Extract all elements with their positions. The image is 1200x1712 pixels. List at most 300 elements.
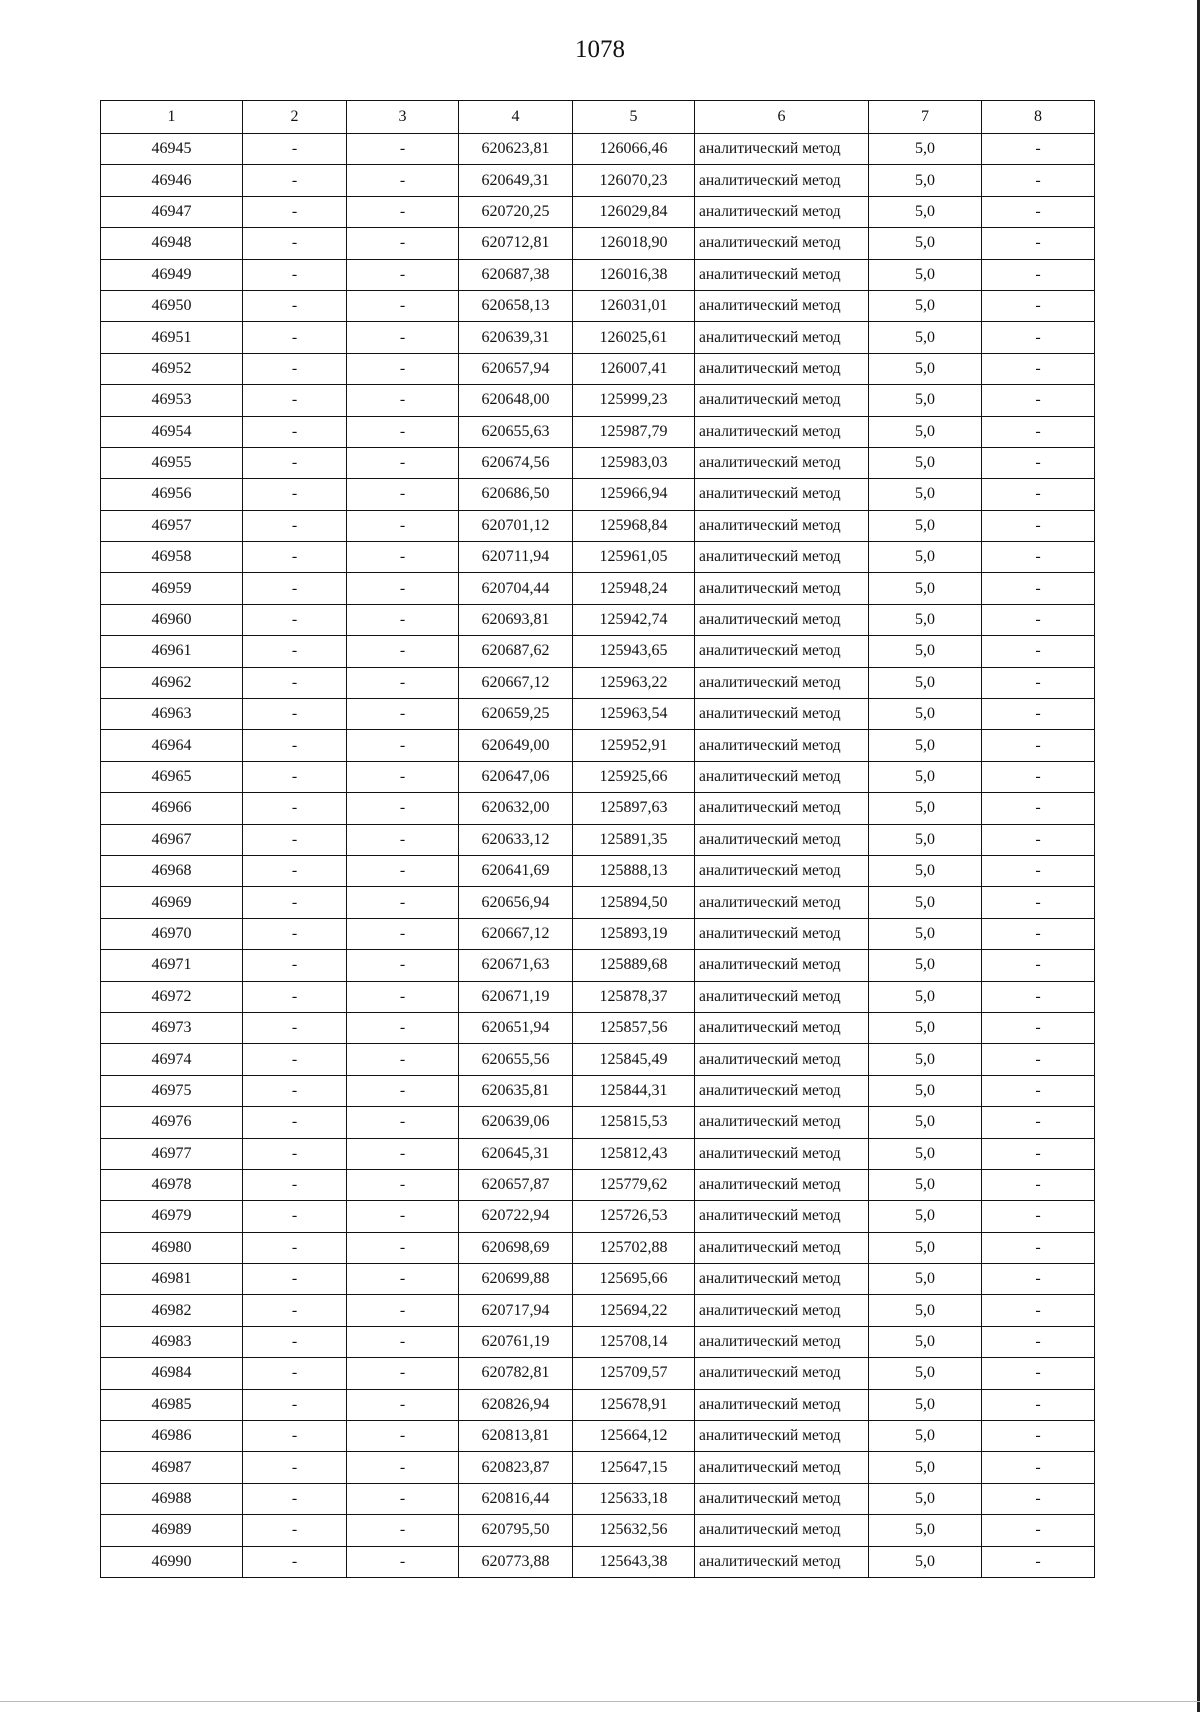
table-cell: 125893,19 [573,918,695,949]
table-cell: - [347,1107,459,1138]
table-cell: 5,0 [869,1326,982,1357]
table-cell: 126025,61 [573,322,695,353]
table-cell: 5,0 [869,1075,982,1106]
table-cell: 46965 [101,761,243,792]
table-cell: 46964 [101,730,243,761]
table-cell: 46973 [101,1012,243,1043]
table-cell: - [982,385,1095,416]
table-cell: 5,0 [869,447,982,478]
table-cell: - [243,1044,347,1075]
table-cell: аналитический метод [695,636,869,667]
table-cell: 620639,31 [459,322,573,353]
table-cell: 46977 [101,1138,243,1169]
table-cell: 125963,22 [573,667,695,698]
table-cell: - [347,824,459,855]
table-cell: - [982,1012,1095,1043]
table-cell: 46956 [101,479,243,510]
table-cell: 125779,62 [573,1169,695,1200]
table-cell: 125943,65 [573,636,695,667]
table-cell: 46970 [101,918,243,949]
table-cell: 620657,87 [459,1169,573,1200]
table-row [101,510,1095,541]
table-cell: - [982,573,1095,604]
table-cell: - [347,636,459,667]
table-cell: 125999,23 [573,385,695,416]
table-cell: - [243,950,347,981]
table-row [101,1515,1095,1546]
table-cell: 620657,94 [459,353,573,384]
table-cell: - [243,1295,347,1326]
table-cell: 46962 [101,667,243,698]
table-cell: аналитический метод [695,1107,869,1138]
table-cell: - [347,196,459,227]
table-cell: 620761,19 [459,1326,573,1357]
table-cell: 620826,94 [459,1389,573,1420]
table-cell: - [347,1483,459,1514]
table-cell: 5,0 [869,824,982,855]
table-cell: аналитический метод [695,416,869,447]
table-cell: аналитический метод [695,353,869,384]
table-cell: 46953 [101,385,243,416]
table-cell: 5,0 [869,1264,982,1295]
table-cell: - [243,1546,347,1577]
table-cell: - [347,134,459,165]
table-cell: - [243,1515,347,1546]
table-cell: - [347,385,459,416]
table-cell: - [982,1264,1095,1295]
table-cell: 620649,00 [459,730,573,761]
table-row [101,981,1095,1012]
table-cell: 46969 [101,887,243,918]
table-cell: 5,0 [869,636,982,667]
table-row [101,1389,1095,1420]
table-cell: 126029,84 [573,196,695,227]
table-cell: 620667,12 [459,918,573,949]
table-cell: - [243,479,347,510]
table-cell: 620674,56 [459,447,573,478]
table-cell: 620720,25 [459,196,573,227]
table-cell: - [347,353,459,384]
table-cell: 620671,63 [459,950,573,981]
table-cell: - [347,1515,459,1546]
table-cell: - [347,1326,459,1357]
table-cell: - [982,542,1095,573]
table-cell: - [347,416,459,447]
table-cell: аналитический метод [695,1326,869,1357]
table-row [101,165,1095,196]
table-cell: - [347,1421,459,1452]
table-cell: 620639,06 [459,1107,573,1138]
column-header-5: 5 [573,101,695,134]
table-cell: - [982,636,1095,667]
table-cell: 5,0 [869,165,982,196]
table-cell: - [243,793,347,824]
table-cell: 125878,37 [573,981,695,1012]
table-cell: 5,0 [869,1232,982,1263]
table-cell: 125632,56 [573,1515,695,1546]
table-cell: 46946 [101,165,243,196]
table-cell: - [347,290,459,321]
table-cell: аналитический метод [695,259,869,290]
table-cell: 620655,63 [459,416,573,447]
table-cell: 46972 [101,981,243,1012]
table-cell: - [982,730,1095,761]
table-cell: - [982,855,1095,886]
table-cell: 5,0 [869,479,982,510]
table-cell: аналитический метод [695,793,869,824]
table-cell: - [243,636,347,667]
table-cell: 5,0 [869,1546,982,1577]
table-cell: - [243,1358,347,1389]
table-cell: 620623,81 [459,134,573,165]
table-cell: - [982,416,1095,447]
table-cell: - [982,918,1095,949]
table-cell: 46988 [101,1483,243,1514]
table-cell: аналитический метод [695,1232,869,1263]
table-cell: аналитический метод [695,385,869,416]
table-cell: - [347,165,459,196]
table-cell: 125633,18 [573,1483,695,1514]
page-number: 1078 [575,36,625,63]
table-row [101,416,1095,447]
table-cell: аналитический метод [695,1201,869,1232]
table-cell: 620795,50 [459,1515,573,1546]
table-cell: 5,0 [869,322,982,353]
table-row [101,1295,1095,1326]
table-cell: - [243,259,347,290]
table-cell: 125643,38 [573,1546,695,1577]
table-cell: - [243,196,347,227]
table-cell: - [243,1483,347,1514]
table-cell: 620667,12 [459,667,573,698]
table-cell: 620659,25 [459,699,573,730]
table-row [101,1358,1095,1389]
table-row [101,1138,1095,1169]
table-cell: - [982,981,1095,1012]
table-cell: - [243,322,347,353]
table-row [101,228,1095,259]
table-cell: 620686,50 [459,479,573,510]
table-cell: 620648,00 [459,385,573,416]
table-cell: 46978 [101,1169,243,1200]
table-cell: - [243,730,347,761]
table-cell: - [347,479,459,510]
table-cell: 46961 [101,636,243,667]
table-cell: 5,0 [869,950,982,981]
table-cell: - [243,1138,347,1169]
table-cell: 620658,13 [459,290,573,321]
table-cell: аналитический метод [695,1515,869,1546]
table-cell: 125678,91 [573,1389,695,1420]
table-cell: аналитический метод [695,573,869,604]
table-row [101,1169,1095,1200]
table-row [101,950,1095,981]
table-cell: 46984 [101,1358,243,1389]
table-cell: 5,0 [869,1295,982,1326]
table-cell: 620632,00 [459,793,573,824]
table-cell: - [982,1358,1095,1389]
table-cell: - [243,1201,347,1232]
table-cell: 125952,91 [573,730,695,761]
table-cell: 125891,35 [573,824,695,855]
table-row [101,1483,1095,1514]
table-cell: - [982,1107,1095,1138]
table-cell: 46976 [101,1107,243,1138]
table-cell: 46945 [101,134,243,165]
table-cell: 125857,56 [573,1012,695,1043]
table-cell: - [243,1012,347,1043]
table-cell: - [243,165,347,196]
table-cell: 125815,53 [573,1107,695,1138]
table-cell: 125664,12 [573,1421,695,1452]
column-header-4: 4 [459,101,573,134]
table-cell: 5,0 [869,353,982,384]
column-header-2: 2 [243,101,347,134]
table-row [101,604,1095,635]
table-cell: - [243,510,347,541]
table-cell: 46952 [101,353,243,384]
table-cell: 125694,22 [573,1295,695,1326]
table-cell: 5,0 [869,887,982,918]
table-cell: аналитический метод [695,196,869,227]
table-cell: 125889,68 [573,950,695,981]
table-cell: - [347,542,459,573]
table-cell: 620671,19 [459,981,573,1012]
table-cell: - [347,1169,459,1200]
table-cell: 620717,94 [459,1295,573,1326]
table-cell: - [243,290,347,321]
header-row [101,101,1095,134]
table-cell: 46971 [101,950,243,981]
table-cell: 620645,31 [459,1138,573,1169]
table-row [101,824,1095,855]
table-cell: - [982,1452,1095,1483]
table-cell: 125987,79 [573,416,695,447]
table-cell: 5,0 [869,573,982,604]
table-cell: 620649,31 [459,165,573,196]
table-cell: аналитический метод [695,918,869,949]
table-cell: - [347,573,459,604]
table-row [101,1264,1095,1295]
table-cell: аналитический метод [695,1075,869,1106]
table-cell: - [347,1012,459,1043]
table-cell: - [982,290,1095,321]
table-cell: 5,0 [869,1483,982,1514]
table-cell: 620656,94 [459,887,573,918]
table-cell: 126007,41 [573,353,695,384]
table-cell: 620647,06 [459,761,573,792]
table-cell: 620773,88 [459,1546,573,1577]
table-cell: - [347,1232,459,1263]
table-cell: 125726,53 [573,1201,695,1232]
table-cell: 5,0 [869,1169,982,1200]
table-cell: - [347,1138,459,1169]
table-cell: - [982,1169,1095,1200]
table-cell: 46966 [101,793,243,824]
table-cell: аналитический метод [695,1389,869,1420]
table-cell: 125961,05 [573,542,695,573]
table-cell: 620712,81 [459,228,573,259]
table-cell: аналитический метод [695,950,869,981]
table-cell: 620655,56 [459,1044,573,1075]
table-cell: - [347,855,459,886]
table-cell: - [243,1169,347,1200]
table-cell: 5,0 [869,918,982,949]
table-cell: 5,0 [869,1358,982,1389]
table-cell: 46954 [101,416,243,447]
table-cell: - [347,730,459,761]
table-cell: - [243,824,347,855]
table-cell: - [982,134,1095,165]
table-cell: 620816,44 [459,1483,573,1514]
table-row [101,385,1095,416]
table-cell: 5,0 [869,1389,982,1420]
table-cell: 125968,84 [573,510,695,541]
column-header-8: 8 [982,101,1095,134]
table-cell: - [243,761,347,792]
table-cell: 620711,94 [459,542,573,573]
table-cell: - [347,1358,459,1389]
table-row [101,1044,1095,1075]
table-cell: 620651,94 [459,1012,573,1043]
table-cell: 46989 [101,1515,243,1546]
table-row [101,667,1095,698]
table-cell: - [347,1546,459,1577]
table-cell: 5,0 [869,761,982,792]
table-cell: - [243,1075,347,1106]
table-cell: аналитический метод [695,761,869,792]
table-cell: - [243,1264,347,1295]
table-cell: 126018,90 [573,228,695,259]
table-cell: 5,0 [869,228,982,259]
table-cell: - [347,1075,459,1106]
table-cell: 125963,54 [573,699,695,730]
table-cell: 620633,12 [459,824,573,855]
table-cell: 46986 [101,1421,243,1452]
table-cell: 5,0 [869,510,982,541]
table-cell: - [982,761,1095,792]
table-cell: аналитический метод [695,1169,869,1200]
table-cell: - [982,887,1095,918]
table-cell: - [243,1421,347,1452]
table-cell: - [243,447,347,478]
table-cell: - [347,699,459,730]
table-cell: - [243,667,347,698]
table-cell: аналитический метод [695,322,869,353]
table-body [101,134,1095,1578]
table-cell: аналитический метод [695,1452,869,1483]
table-cell: 620698,69 [459,1232,573,1263]
table-row [101,761,1095,792]
column-header-1: 1 [101,101,243,134]
table-cell: - [982,1044,1095,1075]
table-cell: - [347,981,459,1012]
table-cell: - [243,416,347,447]
table-row [101,573,1095,604]
table-cell: аналитический метод [695,479,869,510]
table-cell: 46979 [101,1201,243,1232]
table-cell: 5,0 [869,981,982,1012]
table-cell: 46947 [101,196,243,227]
table-cell: 620704,44 [459,573,573,604]
table-cell: 46987 [101,1452,243,1483]
table-cell: аналитический метод [695,134,869,165]
table-cell: - [243,542,347,573]
coordinates-table [100,100,1095,1578]
table-cell: - [982,1389,1095,1420]
table-cell: аналитический метод [695,1421,869,1452]
table-cell: - [982,479,1095,510]
table-cell: - [243,1232,347,1263]
table-cell: аналитический метод [695,855,869,886]
table-row [101,1452,1095,1483]
table-cell: 620701,12 [459,510,573,541]
table-cell: - [347,228,459,259]
table-cell: - [243,1326,347,1357]
table-cell: - [243,699,347,730]
table-cell: аналитический метод [695,228,869,259]
table-cell: аналитический метод [695,699,869,730]
table-cell: 5,0 [869,699,982,730]
table-cell: - [982,1232,1095,1263]
table-cell: 46955 [101,447,243,478]
table-cell: 5,0 [869,667,982,698]
table-cell: - [347,667,459,698]
table-row [101,134,1095,165]
table-cell: - [243,918,347,949]
table-cell: 46975 [101,1075,243,1106]
table-cell: 126070,23 [573,165,695,196]
table-cell: 46960 [101,604,243,635]
table-cell: - [243,1389,347,1420]
table-cell: аналитический метод [695,1138,869,1169]
table-cell: - [347,259,459,290]
table-cell: - [347,1201,459,1232]
table-cell: 126016,38 [573,259,695,290]
table-cell: - [982,259,1095,290]
table-row [101,1012,1095,1043]
table-cell: аналитический метод [695,290,869,321]
table-row [101,542,1095,573]
table-cell: 5,0 [869,604,982,635]
table-cell: 126031,01 [573,290,695,321]
table-cell: 5,0 [869,1012,982,1043]
scan-edge-line [0,1701,1200,1702]
table-cell: 5,0 [869,793,982,824]
table-cell: 46948 [101,228,243,259]
table-cell: аналитический метод [695,1546,869,1577]
table-cell: 5,0 [869,1138,982,1169]
table-cell: 125812,43 [573,1138,695,1169]
table-cell: - [347,887,459,918]
table-cell: - [347,1295,459,1326]
table-cell: 125708,14 [573,1326,695,1357]
table-cell: 5,0 [869,1044,982,1075]
table-cell: - [982,699,1095,730]
table-cell: 46981 [101,1264,243,1295]
table-cell: 620687,62 [459,636,573,667]
table-cell: 46951 [101,322,243,353]
table-cell: - [347,793,459,824]
table-cell: 46957 [101,510,243,541]
table-cell: 5,0 [869,1201,982,1232]
table-cell: 5,0 [869,290,982,321]
table-cell: 125966,94 [573,479,695,510]
table-cell: - [243,604,347,635]
table-cell: аналитический метод [695,447,869,478]
table-cell: - [243,1452,347,1483]
table-cell: 5,0 [869,1515,982,1546]
